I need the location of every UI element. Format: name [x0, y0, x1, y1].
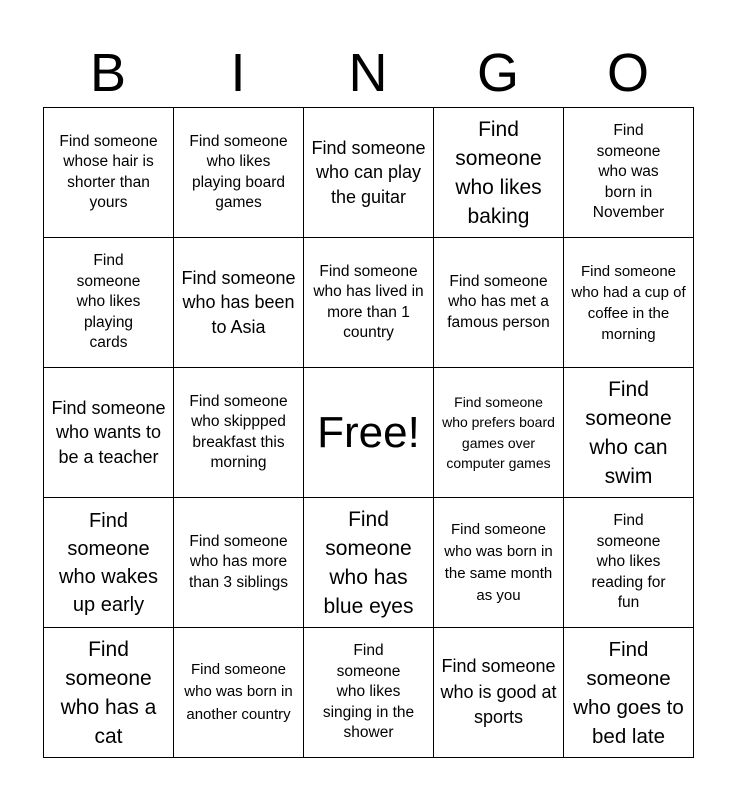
cell-text: Find someone who has a cat — [60, 637, 157, 748]
cell-text: Find someone who likes baking — [455, 117, 542, 228]
cell-text: Find someone who was born in another country — [184, 660, 293, 723]
bingo-cell[interactable] — [44, 498, 174, 628]
cell-text: Find someone who has been to Asia — [181, 267, 296, 337]
cell-text: Find someone who wakes up early — [59, 509, 158, 616]
cell-text: Find someone who is good at sports — [440, 656, 557, 728]
bingo-cell[interactable] — [174, 108, 304, 238]
header-letter-n: N — [348, 43, 388, 103]
bingo-cell[interactable] — [434, 368, 564, 498]
cell-text: Find someone who wants to be a teacher — [51, 397, 166, 467]
bingo-cell[interactable] — [434, 238, 564, 368]
bingo-cell[interactable] — [564, 238, 694, 368]
cell-text: Find someone who likes playing cards — [76, 252, 141, 352]
cell-text: Find someone who was born in the same month as you — [444, 520, 553, 604]
free-space[interactable] — [304, 368, 434, 498]
bingo-cell[interactable] — [174, 498, 304, 628]
header-letter-o: O — [606, 43, 649, 103]
free-space-label: Free! — [317, 407, 420, 457]
bingo-cell[interactable] — [44, 108, 174, 238]
bingo-cell[interactable] — [564, 108, 694, 238]
bingo-cell[interactable] — [44, 238, 174, 368]
bingo-cell[interactable] — [174, 368, 304, 498]
cell-text: Find someone who can play the guitar — [311, 137, 426, 207]
header-letter-b: B — [89, 43, 127, 103]
bingo-cell[interactable] — [304, 628, 434, 758]
bingo-cell[interactable] — [174, 238, 304, 368]
cell-text: Find someone who likes singing in the shower — [322, 642, 415, 742]
cell-text: Find someone who had a cup of coffee in the morning — [571, 262, 686, 343]
cell-text: Find someone who goes to bed late — [573, 637, 684, 748]
cell-text: Find someone who likes playing board games — [189, 132, 288, 211]
bingo-cell[interactable] — [304, 238, 434, 368]
cell-text: Find someone who prefers board games over computer games — [442, 393, 555, 471]
cell-text: Find someone who likes reading for fun — [591, 512, 666, 612]
bingo-cell[interactable] — [434, 628, 564, 758]
header-letter-i: I — [230, 43, 246, 103]
cell-text: Find someone who was born in November — [592, 122, 665, 222]
bingo-cell[interactable] — [564, 498, 694, 628]
bingo-header — [43, 40, 693, 106]
cell-text: Find someone whose hair is shorter than yours — [59, 132, 158, 211]
bingo-cell[interactable] — [174, 628, 304, 758]
cell-text: Find someone who can swim — [585, 377, 672, 488]
cell-text: Find someone who skippped breakfast this morning — [189, 392, 288, 471]
bingo-cell[interactable] — [44, 368, 174, 498]
cell-text: Find someone who has met a famous person — [447, 272, 550, 331]
cell-text: Find someone who has lived in more than 1 country — [313, 262, 424, 341]
cell-text: Find someone who has more than 3 siblings — [188, 532, 289, 591]
bingo-card-grid — [43, 107, 694, 758]
bingo-cell[interactable] — [304, 498, 434, 628]
bingo-cell[interactable] — [44, 628, 174, 758]
bingo-cell[interactable] — [304, 108, 434, 238]
bingo-cell[interactable] — [434, 498, 564, 628]
header-letter-g: G — [476, 43, 519, 103]
cell-text: Find someone who has blue eyes — [323, 507, 414, 618]
bingo-cell[interactable] — [564, 368, 694, 498]
bingo-cell[interactable] — [434, 108, 564, 238]
bingo-cell[interactable] — [564, 628, 694, 758]
